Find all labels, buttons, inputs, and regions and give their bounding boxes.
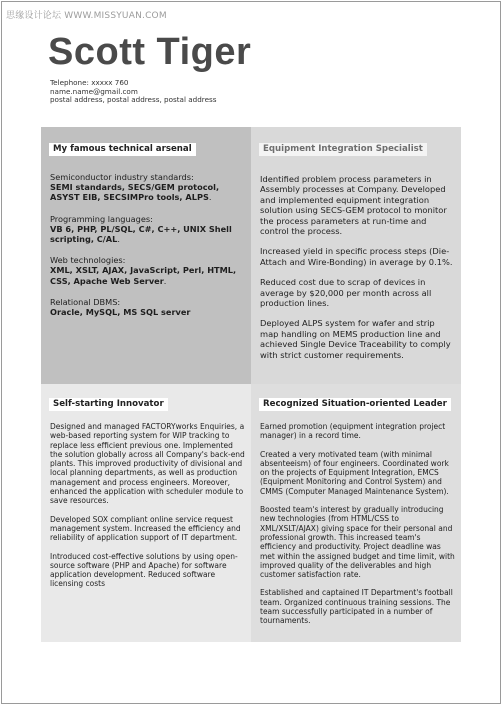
panel-body xyxy=(50,172,245,328)
skill-label: Programming languages: xyxy=(50,213,153,224)
panel-equipment-specialist xyxy=(251,127,461,384)
watermark: 思缘设计论坛 WWW.MISSYUAN.COM xyxy=(6,11,167,21)
panel-technical-arsenal xyxy=(41,127,251,384)
panel-title: Recognized Situation-oriented Leader xyxy=(259,398,451,411)
skill-group xyxy=(50,172,245,203)
paragraph: Identified problem process parameters in Assembly processes at Company. Developed and implemented equipment integration solution using SECS-GEM protocol to monitor the process parameters at run-time and control the process. xyxy=(260,174,447,237)
skill-label: Semiconductor industry standards: xyxy=(50,172,194,182)
panel-title: Equipment Integration Specialist xyxy=(259,143,427,156)
contact-block xyxy=(50,79,216,105)
skill-value: SEMI standards, SECS/GEM protocol, ASYST EIB, SECSIMPro tools, ALPS xyxy=(50,182,220,203)
panel-title: My famous technical arsenal xyxy=(49,143,196,156)
paragraph: Boosted team's interest by gradually introducing new technologies (from HTML/CSS to XML/XSLT/AJAX) giving space for their personal and professional growth. This increased team's efficiency and productivity. Project deadline was met within the assigned budget and time limit, with improved quality of the deliverables and high customer satisfaction rate. xyxy=(260,505,455,580)
panel-body xyxy=(260,174,455,370)
paragraph: Designed and managed FACTORYworks Enquiries, a web-based reporting system for WIP tracking to replace less efficient previous one. Implemented the solution globally across all Company's back-end plants. This improved productivity of divisional and local planning departments, as well as production management and process engineers. Moreover, enhanced the application with scheduler module to save resources. xyxy=(50,422,245,506)
skill-group xyxy=(50,214,245,245)
skill-suffix: . xyxy=(117,234,120,245)
skill-label: Web technologies: xyxy=(50,255,126,266)
postal-address: postal address, postal address, postal address xyxy=(50,95,217,105)
paragraph: Reduced cost due to scrap of devices in average by $20,000 per month across all production lines. xyxy=(260,277,432,309)
telephone: Telephone: xxxxx 760 xyxy=(50,78,129,87)
skill-group xyxy=(50,255,245,286)
candidate-name: Scott Tiger xyxy=(48,31,252,73)
skill-group xyxy=(50,297,245,317)
panel-body xyxy=(260,422,455,635)
email: name.name@gmail.com xyxy=(50,86,138,96)
paragraph: Established and captained IT Department's football team. Organized continuous training sessions. The team successfully participated in a number of tournaments. xyxy=(260,588,453,626)
paragraph: Developed SOX compliant online service request management system. Increased the efficiency and reliability of application support of IT department. xyxy=(50,514,241,543)
panel-innovator xyxy=(41,384,251,642)
paragraph: Deployed ALPS system for wafer and strip map handling on MEMS production line and achieved Single Device Traceability to comply with strict customer requirements. xyxy=(260,318,451,360)
paragraph: Increased yield in specific process steps (Die-Attach and Wire-Bonding) in average by 0.1%. xyxy=(260,246,453,267)
paragraph: Earned promotion (equipment integration project manager) in a record time. xyxy=(260,422,446,441)
panel-title: Self-starting Innovator xyxy=(49,398,168,411)
panel-leader xyxy=(251,384,461,642)
paragraph: Introduced cost-effective solutions by using open-source software (PHP and Apache) for software application development. Reduced software licensing costs xyxy=(50,551,238,589)
paragraph: Created a very motivated team (with minimal absenteeism) of four engineers. Coordinated work on the projects of Equipment Integration, EMCS (Equipment Monitoring and Control System) and CMMS (Computer Managed Maintenance System). xyxy=(260,449,449,496)
skill-value: VB 6, PHP, PL/SQL, C#, C++, UNIX Shell scripting, C/AL xyxy=(50,223,232,245)
panel-body xyxy=(50,422,245,598)
skill-value: XML, XSLT, AJAX, JavaScript, Perl, HTML, CSS, Apache Web Server xyxy=(50,265,237,286)
skill-value: Oracle, MySQL, MS SQL server xyxy=(50,307,191,318)
skill-suffix: . xyxy=(163,275,167,286)
skill-label: Relational DBMS: xyxy=(50,296,121,307)
skill-suffix: . xyxy=(208,192,212,203)
